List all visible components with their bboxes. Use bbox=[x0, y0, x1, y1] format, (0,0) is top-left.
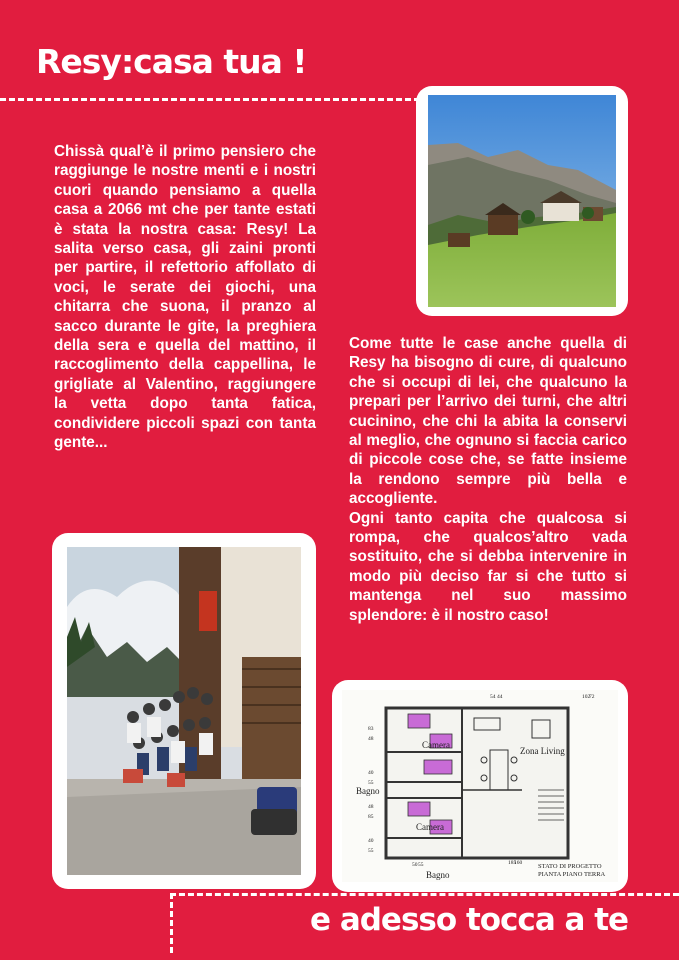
plan-dimension-label: 72 bbox=[589, 694, 595, 700]
care-text-column bbox=[349, 334, 627, 625]
plan-label-zona-living: Zona Living bbox=[520, 746, 565, 756]
plan-label-bagno-left: Bagno bbox=[356, 786, 380, 796]
page-title: Resy:casa tua ! bbox=[36, 42, 307, 81]
group-photo-image bbox=[67, 547, 301, 875]
plan-dimension-label: 55 bbox=[418, 862, 424, 868]
footer-title: e adesso tocca a te bbox=[310, 902, 629, 938]
plan-dimension-label: 85 bbox=[368, 814, 374, 820]
care-paragraph-1: Come tutte le case anche quella di Resy ha bisogno di cure, di qualcuno che si occupi di lei, che qualcuno la prepari per l’arrivo dei turni, che altri cucinino, che chi la abita la conservi al meglio, che ognuno si faccia carico di piccole cose che, se fatte insieme la rendono sempre più bella e accogliente. bbox=[349, 335, 627, 508]
plan-dimension-label: 54 bbox=[490, 694, 496, 700]
plan-label-camera-bottom: Camera bbox=[416, 822, 444, 832]
plan-caption-line1: STATO DI PROGETTO bbox=[538, 863, 602, 870]
care-paragraph-2: Ogni tanto capita che qualcosa si rompa, che qualcos’altro vada sostituito, che si debba intervenire in modo più deciso far si che tutto si mantenga nel suo massimo splendore: è il nostro caso! bbox=[349, 509, 627, 624]
plan-dimension-label: 160 bbox=[514, 860, 523, 866]
plan-label-bagno-bottom: Bagno bbox=[426, 870, 450, 880]
plan-dimension-label: 48 bbox=[368, 804, 374, 810]
plan-dimension-label: 102 bbox=[582, 694, 591, 700]
plan-label-camera-top: Camera bbox=[422, 740, 450, 750]
dashed-divider-top bbox=[0, 98, 420, 101]
plan-dimension-label: 40 bbox=[368, 838, 374, 844]
floor-plan-drawing bbox=[342, 690, 618, 882]
dashed-divider-bottom-horizontal bbox=[170, 893, 679, 896]
plan-dimension-label: 55 bbox=[368, 780, 374, 786]
floor-plan-card bbox=[332, 680, 628, 892]
dashed-divider-bottom-vertical bbox=[170, 893, 173, 953]
plan-dimension-label: 48 bbox=[368, 736, 374, 742]
plan-dimension-label: 40 bbox=[368, 770, 374, 776]
plan-dimension-label: 83 bbox=[368, 726, 374, 732]
plan-dimension-label: 50 bbox=[412, 862, 418, 868]
mountain-village-image bbox=[428, 95, 616, 307]
plan-caption-line2: PIANTA PIANO TERRA bbox=[538, 871, 606, 878]
plan-dimension-label: 55 bbox=[368, 848, 374, 854]
group-photo-card bbox=[52, 533, 316, 889]
plan-dimension-label: 44 bbox=[497, 694, 503, 700]
mountain-photo-card bbox=[416, 86, 628, 316]
plan-dimension-label: 185 bbox=[508, 860, 517, 866]
intro-text-column bbox=[54, 142, 316, 453]
intro-paragraph: Chissà qual’è il primo pensiero che raggiunge le nostre menti e i nostri cuori quando pensiamo a quella casa a 2066 mt che per tante estati è stata la nostra casa: Resy! La salita verso casa, gli zaini pronti per partire, il refettorio affollato di voci, le serate dei giochi, una chitarra che suona, il pranzo al sacco durante le gite, la preghiera della sera e quella del mattino, il raccoglimento della cappellina, le grigliate al Valentino, raggiungere la vetta dopo tanta fatica, condividere piccoli spazi con tanta gente... bbox=[54, 143, 316, 452]
